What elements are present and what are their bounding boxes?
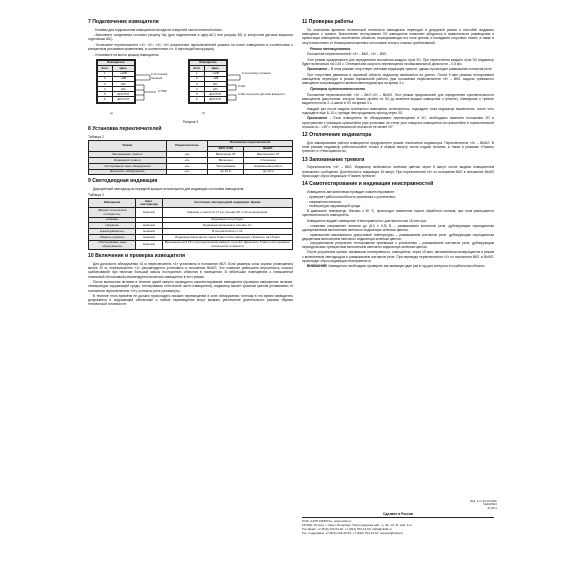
revision-line: 47.60.4 <box>487 505 497 510</box>
note <box>302 67 494 71</box>
col-header: Извещение <box>89 198 136 207</box>
list-item: - отрицательном результате тестирования приемника с усилителем – размыканием контактов реле, дублирующим периодическим трехкратным включением светового индикатора зеленым цветом. <box>302 240 494 250</box>
section-13-alarm-memory <box>302 158 494 179</box>
cell: Включено <box>208 158 244 164</box>
paragraph: Этот режим предназначен для определения положения каждого луча ЗО. При пересечении каждого луча ЗО индикатор будет включаться на 0,25 с. Оптимальная скорость перемещения на максимальной дальности – 0,5 м/с. <box>302 57 494 66</box>
terminal-circuit: ДОСТУП <box>112 92 134 97</box>
terminal-circuit: ШС <box>204 82 226 87</box>
paragraph: - Установите на место крышку извещателя. <box>93 52 160 57</box>
note-label: Примечание <box>307 116 328 121</box>
cell: красный <box>136 208 163 217</box>
section-10-power-on <box>88 254 293 306</box>
col-header: ВКЛ. (ON) <box>208 146 244 152</box>
section-title: 11 Проверка работы <box>302 19 354 25</box>
col-header: ВЫКЛ. <box>244 146 293 152</box>
cell: зелёный <box>136 229 163 235</box>
note <box>302 116 494 129</box>
paragraph: - Клеммы для подключения извещателя находятся в верхней части печатной платы. <box>93 27 223 32</box>
table-label: Таблица 2 <box>88 134 104 139</box>
tamper-label: К ШС контроля датчика вскрытия <box>238 91 285 96</box>
cell: Индикация тревоги <box>89 158 167 164</box>
cell: - <box>136 217 163 223</box>
cell: красный <box>136 240 163 249</box>
section-title: 12 Отключение индикатора <box>302 132 372 139</box>
cell: до 15 м <box>208 169 244 175</box>
terminal-num: 1 <box>98 72 113 77</box>
list-item: - температуры окружающей среды. <box>307 203 362 208</box>
table-row <box>89 169 293 175</box>
paragraph: Положение переключателей: «3» – ВКЛ.,«2» – ВЫКЛ. Этот режим предназначен для определения чувствительности извещателя (расстояние, которое можно пройти по ЗО до момента выдачи извещения о тревоге). Извещение о тревоге выдается после 2–4 шагов в ЗО на время 3 с. <box>302 93 494 106</box>
cell: Запоминание тревоги <box>89 152 167 158</box>
paragraph: Положение переключателей: «2» – ВКЛ., «2» – ВКЛ. <box>307 52 388 57</box>
cell: «Память тревоги» <box>89 235 136 241</box>
phone-line: Тел./факс: +7 (812) 233-03-02, +7 (812) 703-13-60, rielta@rielta.ru <box>302 527 392 532</box>
terminal-circuit: ДОСТУП <box>204 97 226 102</box>
terminal-num: 6 <box>98 97 113 102</box>
note-text: – Если извещатель не обнаруживает перемещение в ЗО, необходимо изменить положение ЗО в пространстве с помощью кронштейна (при установке на стене угол поворота извещателя на кронштейне в горизонтальной плоскости – <45°>, в вертикальной плоскости не менее 20°. <box>302 116 494 129</box>
paragraph: Извещатель выдает извещение «Неисправность» длительностью 15 мин при: <box>307 218 427 223</box>
terminal-num: 4 <box>98 87 113 92</box>
left-column <box>88 16 293 308</box>
warning-label: ВНИМАНИЕ! <box>307 264 328 269</box>
cell: Отключено <box>244 158 293 164</box>
section-9-led <box>88 179 293 250</box>
col-header: Режим <box>89 140 167 152</box>
cell: Индикация отсутствует <box>162 217 292 223</box>
support-line: Тех. поддержка: +7 (812) 233-29-53, +7 (812) 703-13-57, support@rielta.ru <box>302 530 404 535</box>
col-header: Положение переключателя <box>208 140 293 146</box>
section-title: 13 Запоминание тревоги <box>302 156 365 163</box>
section-11-check <box>302 20 494 129</box>
cell: Индикация включена в течение 3 с <box>162 223 292 229</box>
cell: «Время технической готовности» <box>89 208 136 217</box>
terminal-num: 5 <box>190 92 205 97</box>
cell: Нормальная работа <box>244 163 293 169</box>
paragraph: После устранения причин, вызвавших неисправность, извещатель, через 15 мин, автоматически возвращается в режим с включенным светодиодом и размыканием контактов реле. При переводе переключателя «2» из положения ВКЛ. в ВЫКЛ. происходит сброс индикации неисправности. <box>302 250 494 263</box>
paragraph: Для маскирования работы извещателя предусмотрен режим отключения индикатора. Переключатель «3» – ВЫКЛ. В этом режиме индикатор работоспособен только в первую минуту после подачи питания, а также в режимах «Память тревоги» и «Неисправность». <box>302 140 494 154</box>
subsection-title: Проверка чувствительности <box>310 87 366 92</box>
paragraph: При отсутствии движения в охранной области индикатор включается на долгое. После 5 мин режима тестирования извещатель переходит в режим нормальной работы (при положении переключателя «3» – ВКЛ. выдача тревожного извещения сопровождается включением индикатора на время 3 с. <box>302 72 494 86</box>
terminal-header: Извещатель <box>98 60 135 66</box>
cell: Включение на 0,25 с при пересечении каждого луча ЗО. Дальность 5 мин после времени технической готовности <box>162 240 292 249</box>
paragraph: По окончании времени технической готовности извещатель переходит в дежурный режим и способен выдавать извещения о тревоге. Выполнение тестирования ЗО извещателя позволяет убедиться в правильности размещения и ориентации извещателя, исключении объектов, перекрывающих его поле зрения, и попадания сторонних помех, а также в отсутствии помех от близкорасположенных источников тепла и ложных срабатываний. <box>302 27 494 45</box>
note-text: – В этом режиме отсутствует световая индикация тревоги, однако происходит размыкание контактов реле. <box>327 67 493 72</box>
figure-label-b: б) <box>202 110 205 115</box>
terminal-circuit: ШС <box>112 82 134 87</box>
paragraph: В диапазоне температур, близких к 36 °С, происходит изменение порога обработки сигнала, при этом уменьшается чувствительность извещателя. <box>302 209 494 218</box>
paragraph: После включения питания в течение одной минуты проводится самотестирование извещателя (проверка напряжения питания, температуры окружающей среды, тестирование оптической части извещателя), индикатор мигает красным цветом (независимо от положения переключателя «3»), контакты реле разомкнуты. <box>88 280 293 293</box>
cell: «4» <box>166 152 208 158</box>
warning-text: Извещатель необходимо проверять как минимум один раз в год для контроля его работоспособности. <box>327 264 486 269</box>
terminal-num: 3 <box>98 82 113 87</box>
section-title: 8 Установка переключателей <box>88 125 162 132</box>
terminal-header: Извещатель <box>190 60 227 66</box>
paragraph: Для дальности обнаружения 15 м переключатель «1» установить в положение ВКЛ. Если размеры зоны охраны (помещения) менее 10 м, переключатель «1» рекомендуется установить в положение ВЫКЛ. Это позволит уменьшить вероятность ложных срабатываний при наличии большой массы посторонних объектов в помещении. В небольших помещениях с повышенной помеховой обстановкой рекомендуется включать извещатель в этот режим. <box>88 262 293 279</box>
wiring-figure <box>88 59 293 123</box>
terminal-num: 2 <box>98 77 113 82</box>
cell: Включение ЗТ <box>208 152 244 158</box>
cell: Индикация включается через 5 мин после извещения «Тревога» на 15 мин <box>162 235 292 241</box>
col-header: Конт <box>98 66 113 72</box>
section-title: 9 Светодиодная индикация <box>88 178 158 185</box>
cell: «Норма» <box>89 217 136 223</box>
section-8-switches <box>88 127 293 176</box>
terminal-circuit: -12В <box>112 77 134 82</box>
ppk-label: К ППК <box>158 88 167 93</box>
made-in: Сделано в России <box>302 512 494 518</box>
switches-table <box>88 140 293 176</box>
revision-line: №44/2024 <box>483 502 497 507</box>
wiring-lines-a <box>136 59 162 111</box>
note-label: Примечание <box>307 67 328 72</box>
terminal-circuit: ДОСТУП <box>112 97 134 102</box>
address-line: 197046, Россия, г. Санкт-Петербург, Петроградская наб., д. 34, лит. Б, пом. 1-Н <box>302 523 412 528</box>
power-label: К источнику питания <box>242 70 271 75</box>
cell: красный <box>136 223 163 229</box>
power-label: К источнику питания <box>151 71 168 80</box>
cell: Выключение ЗТ <box>244 152 293 158</box>
terminal-block-b <box>188 59 228 104</box>
list-item: - напряжения питания; <box>307 199 342 204</box>
paragraph: В течение этого времени не должно происходить никаких перемещений в зоне обнаружения, поэтому в это время извещатель допускается в окружающей обстановке и любые перемещения могут вызвать увеличение длительности режима «Время технической готовности». <box>88 293 293 307</box>
list-item: - снижении напряжения питания до (8,4 ± 0,5) В – размыканием контактов реле, дублирующим периодически одновременным включением светового индикатора зеленым цветом; <box>302 224 494 233</box>
cell: «2» <box>166 163 208 169</box>
figure-caption: Рисунок 3 <box>182 119 199 124</box>
cell: Дальность обнаружения <box>89 169 167 175</box>
list-item: - превышении максимально допустимой температуры – размыканием контактов реле, дублирующим периодически двукратным включением светового индикатора зеленым цветом; <box>302 232 494 241</box>
paragraph: Извещатель автоматически проводит самотестирование: <box>307 189 395 194</box>
table-row <box>89 208 293 217</box>
terminal-circuit: -12В <box>204 77 226 82</box>
revision-info <box>470 500 497 510</box>
cell: Тестирование зоны обнаружения <box>89 163 167 169</box>
terminal-num: 3 <box>190 82 205 87</box>
terminal-circuit: +12В <box>204 72 226 77</box>
shs-label: К ШС <box>238 83 246 88</box>
section-title: 10 Включение и проверка извещателя <box>88 253 185 260</box>
terminal-num: 2 <box>190 77 205 82</box>
paragraph: - Выполните соединения согласно рисунку 3а) (для подключения в одну ШС) или рисунку 3б) (с контролем датчика вскрытия отдельным ШС). <box>88 33 293 42</box>
section-7-connection <box>88 20 293 123</box>
right-column <box>302 16 494 270</box>
list-item: - проверяет работоспособность приемника с усилителем; <box>307 195 396 200</box>
paragraph: - Установите переключатели «1», «2», «3», «4» (назначение переключателей указано на плате извещателя в соответствии с конкретным условиями применения, в соответствии с п. 8 настоящей инструкции). <box>88 42 293 52</box>
terminal-num: 6 <box>190 97 205 102</box>
selftest-list <box>302 195 494 208</box>
terminal-circuit: ШС <box>112 87 134 92</box>
terminal-num: 5 <box>98 92 113 97</box>
company-line: ООО «НПП РИЭЛТА», www.rielta.ru <box>302 519 352 524</box>
terminal-num: 4 <box>190 87 205 92</box>
section-title: 14 Самотестирование и индикация неисправностей <box>302 181 434 188</box>
terminal-num: 1 <box>190 72 205 77</box>
table-row <box>89 240 293 249</box>
section-12-indicator-off <box>302 133 494 154</box>
terminal-circuit: ШС <box>204 87 226 92</box>
terminal-block-a <box>96 59 136 104</box>
cell: «Тревога» <box>89 223 136 229</box>
cell: «1» <box>166 169 208 175</box>
section-14-selftest <box>302 182 494 268</box>
cell: «Неисправность» <box>89 229 136 235</box>
fault-list <box>302 224 494 249</box>
figure-label-a: а) <box>110 110 113 115</box>
table-label: Таблица 3 <box>88 192 104 197</box>
section-title: 7 Подключение извещателя <box>88 19 159 25</box>
paragraph: Переключатель «4» – ВКЛ. Индикатор включается зеленым цветом через 5 минут после выдачи извещателем тревожного сообщения. Длительность индикации 15 минут. При переключении «4» из положения ВКЛ в положение ВЫКЛ происходит сброс индикации «Память тревоги». <box>302 165 494 178</box>
col-header: Состояние светодиодной индикации. Время <box>162 198 292 207</box>
paragraph: Двухцветный светодиод на передней крышке используется для индикации состояния извещателя. <box>93 187 245 192</box>
cell: зелёный <box>136 235 163 241</box>
led-table <box>88 198 293 250</box>
cell: Тестирование <box>208 163 244 169</box>
cell: В соответствии с п.14 <box>162 229 292 235</box>
col-header: Конт <box>190 66 205 72</box>
cell: Мигание с частотой 1 Гц в течение 60 с после включения <box>162 208 292 217</box>
warning <box>302 264 494 268</box>
cell: «Тестирование зоны обнаружения» <box>89 240 136 249</box>
subsection-title: Режим тестирования <box>310 46 351 51</box>
col-header: Переключатель <box>166 140 208 152</box>
paragraph: Каждый раз после выдачи тревожного извещения остановитесь, подождите пока индикатор выключится, после чего подождите еще 8–10 с, прежде чем продолжить проход через ЗО. <box>302 106 494 116</box>
terminal-circuit: +12В <box>112 72 134 77</box>
cell: «3» <box>166 158 208 164</box>
revision-line: Изм. 4 от 20.10.2020 <box>470 499 497 503</box>
col-header: Цвет светодиода <box>136 198 163 207</box>
col-header: Цепь <box>112 66 134 72</box>
col-header: Цепь <box>204 66 226 72</box>
footer <box>302 512 494 536</box>
terminal-circuit: ДОСТУП <box>204 92 226 97</box>
cell: до 10 м <box>244 169 293 175</box>
